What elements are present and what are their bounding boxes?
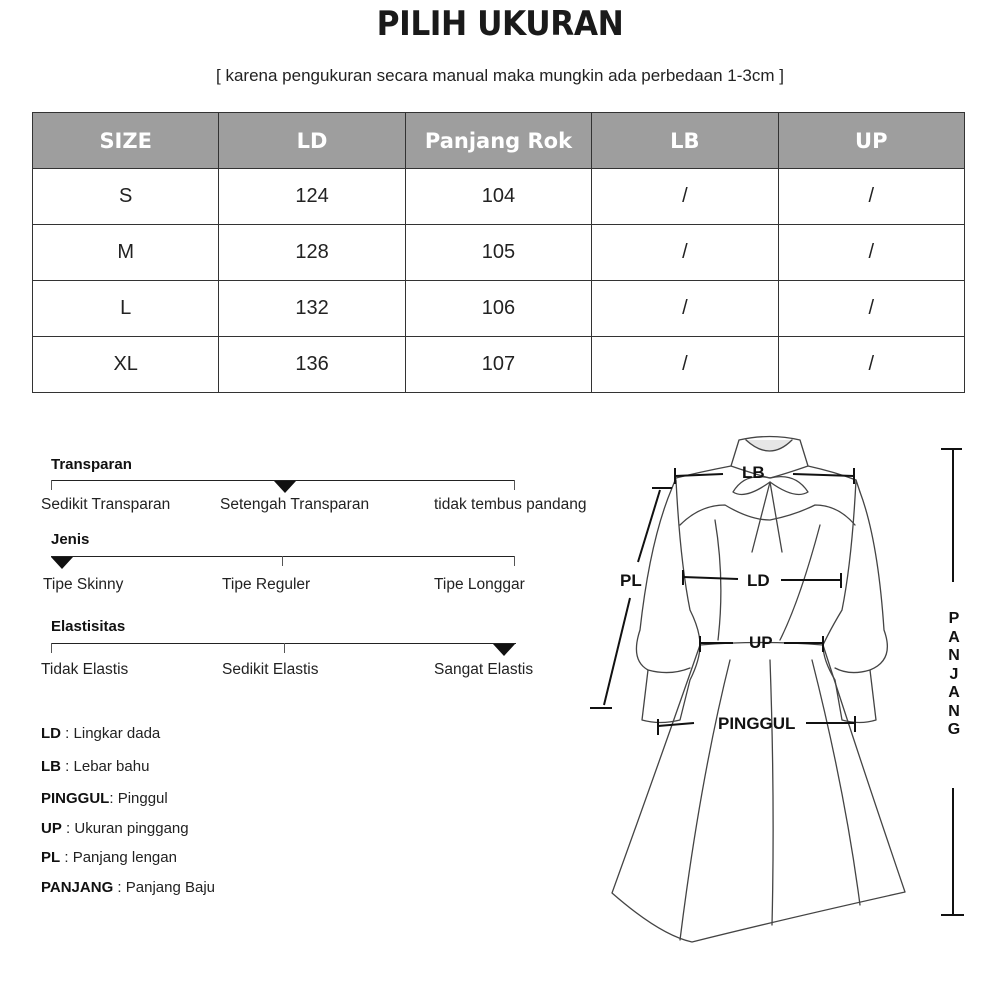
legend-desc: Ukuran pinggang — [74, 820, 189, 837]
scale-label: Tidak Elastis — [41, 661, 129, 678]
scale-tick — [51, 480, 52, 490]
legend-item — [41, 820, 189, 837]
panjang-letter: N — [948, 647, 960, 664]
cell-up: / — [778, 281, 964, 337]
scale-label: Tipe Reguler — [222, 576, 311, 593]
scale-title: Transparan — [51, 456, 132, 473]
cell-size: S — [33, 169, 219, 225]
selected-marker-icon — [51, 557, 73, 569]
legend-key: UP — [41, 820, 62, 837]
scale-title: Jenis — [51, 531, 90, 548]
label-lb: LB — [742, 463, 765, 482]
cell-panjang-rok: 104 — [405, 169, 591, 225]
legend-desc: Pinggul — [117, 790, 168, 807]
cell-panjang-rok: 107 — [405, 337, 591, 393]
scale-label: Tipe Longgar — [434, 576, 525, 593]
legend-sep: : — [61, 725, 74, 742]
label-up: UP — [749, 633, 773, 652]
label-pl: PL — [620, 571, 642, 590]
legend-sep: : — [60, 849, 73, 866]
table-row — [33, 337, 965, 393]
panjang-letter: N — [948, 702, 960, 720]
legend-sep: : — [109, 790, 118, 807]
label-pinggul: PINGGUL — [718, 714, 796, 733]
scale-tick — [514, 556, 515, 566]
legend-desc: Panjang lengan — [72, 849, 177, 866]
cell-ld: 132 — [219, 281, 405, 337]
column-header-ld: LD — [219, 113, 405, 169]
scale-line — [51, 556, 515, 557]
panjang-letter: A — [948, 628, 960, 646]
table-row — [33, 225, 965, 281]
column-header-size: SIZE — [33, 113, 219, 169]
scale-title: Elastisitas — [51, 618, 126, 635]
legend-key: PL — [41, 849, 61, 866]
column-header-up: UP — [778, 113, 964, 169]
scale-tick — [284, 643, 285, 653]
scale-label: Tipe Skinny — [43, 576, 124, 593]
cell-lb: / — [592, 169, 778, 225]
legend-key: PANJANG — [41, 879, 114, 896]
scale-label: tidak tembus pandang — [434, 496, 587, 513]
panjang-letter: A — [948, 684, 960, 701]
cell-panjang-rok: 105 — [405, 225, 591, 281]
legend-key: LD — [41, 725, 61, 742]
scale-label: Sangat Elastis — [434, 661, 534, 678]
cell-ld: 136 — [219, 337, 405, 393]
legend-item — [41, 849, 177, 866]
cell-up: / — [778, 225, 964, 281]
legend-item — [41, 725, 160, 742]
cell-size: XL — [33, 337, 219, 393]
column-header-panjang-rok: Panjang Rok — [405, 113, 591, 169]
dress-illustration — [590, 425, 990, 965]
legend-sep: : — [113, 879, 126, 896]
cell-lb: / — [592, 225, 778, 281]
column-header-lb: LB — [592, 113, 778, 169]
table-row — [33, 281, 965, 337]
legend-desc: Lebar bahu — [73, 758, 150, 775]
cell-panjang-rok: 106 — [405, 281, 591, 337]
legend-key: PINGGUL — [41, 790, 110, 807]
legend-desc: Lingkar dada — [73, 725, 161, 742]
cell-ld: 128 — [219, 225, 405, 281]
size-table — [32, 112, 965, 393]
selected-marker-icon — [274, 481, 296, 493]
cell-size: M — [33, 225, 219, 281]
legend-key: LB — [41, 758, 61, 775]
scale-label: Sedikit Elastis — [222, 661, 319, 678]
cell-ld: 124 — [219, 169, 405, 225]
selected-marker-icon — [493, 644, 515, 656]
cell-lb: / — [592, 281, 778, 337]
panjang-letter: P — [948, 610, 960, 627]
legend-item — [41, 790, 168, 807]
cell-up: / — [778, 337, 964, 393]
legend-sep: : — [61, 820, 75, 837]
table-header-row — [33, 113, 965, 169]
legend-desc: Panjang Baju — [125, 879, 215, 896]
scale-tick — [514, 480, 515, 490]
panjang-letter: J — [949, 665, 959, 683]
label-panjang — [946, 610, 962, 740]
cell-size: L — [33, 281, 219, 337]
page-title: PILIH UKURAN — [376, 4, 624, 44]
legend-item — [41, 879, 215, 896]
scale-label: Setengah Transparan — [220, 496, 370, 513]
scale-label: Sedikit Transparan — [41, 496, 171, 513]
panjang-letter: G — [947, 721, 961, 738]
cell-up: / — [778, 169, 964, 225]
table-row — [33, 169, 965, 225]
label-ld: LD — [747, 571, 770, 590]
cell-lb: / — [592, 337, 778, 393]
scale-tick — [282, 556, 283, 566]
scale-tick — [51, 643, 52, 653]
measurement-note: [ karena pengukuran secara manual maka mungkin ada perbedaan 1-3cm ] — [216, 66, 784, 85]
legend-item — [41, 758, 149, 775]
legend-sep: : — [61, 758, 74, 775]
